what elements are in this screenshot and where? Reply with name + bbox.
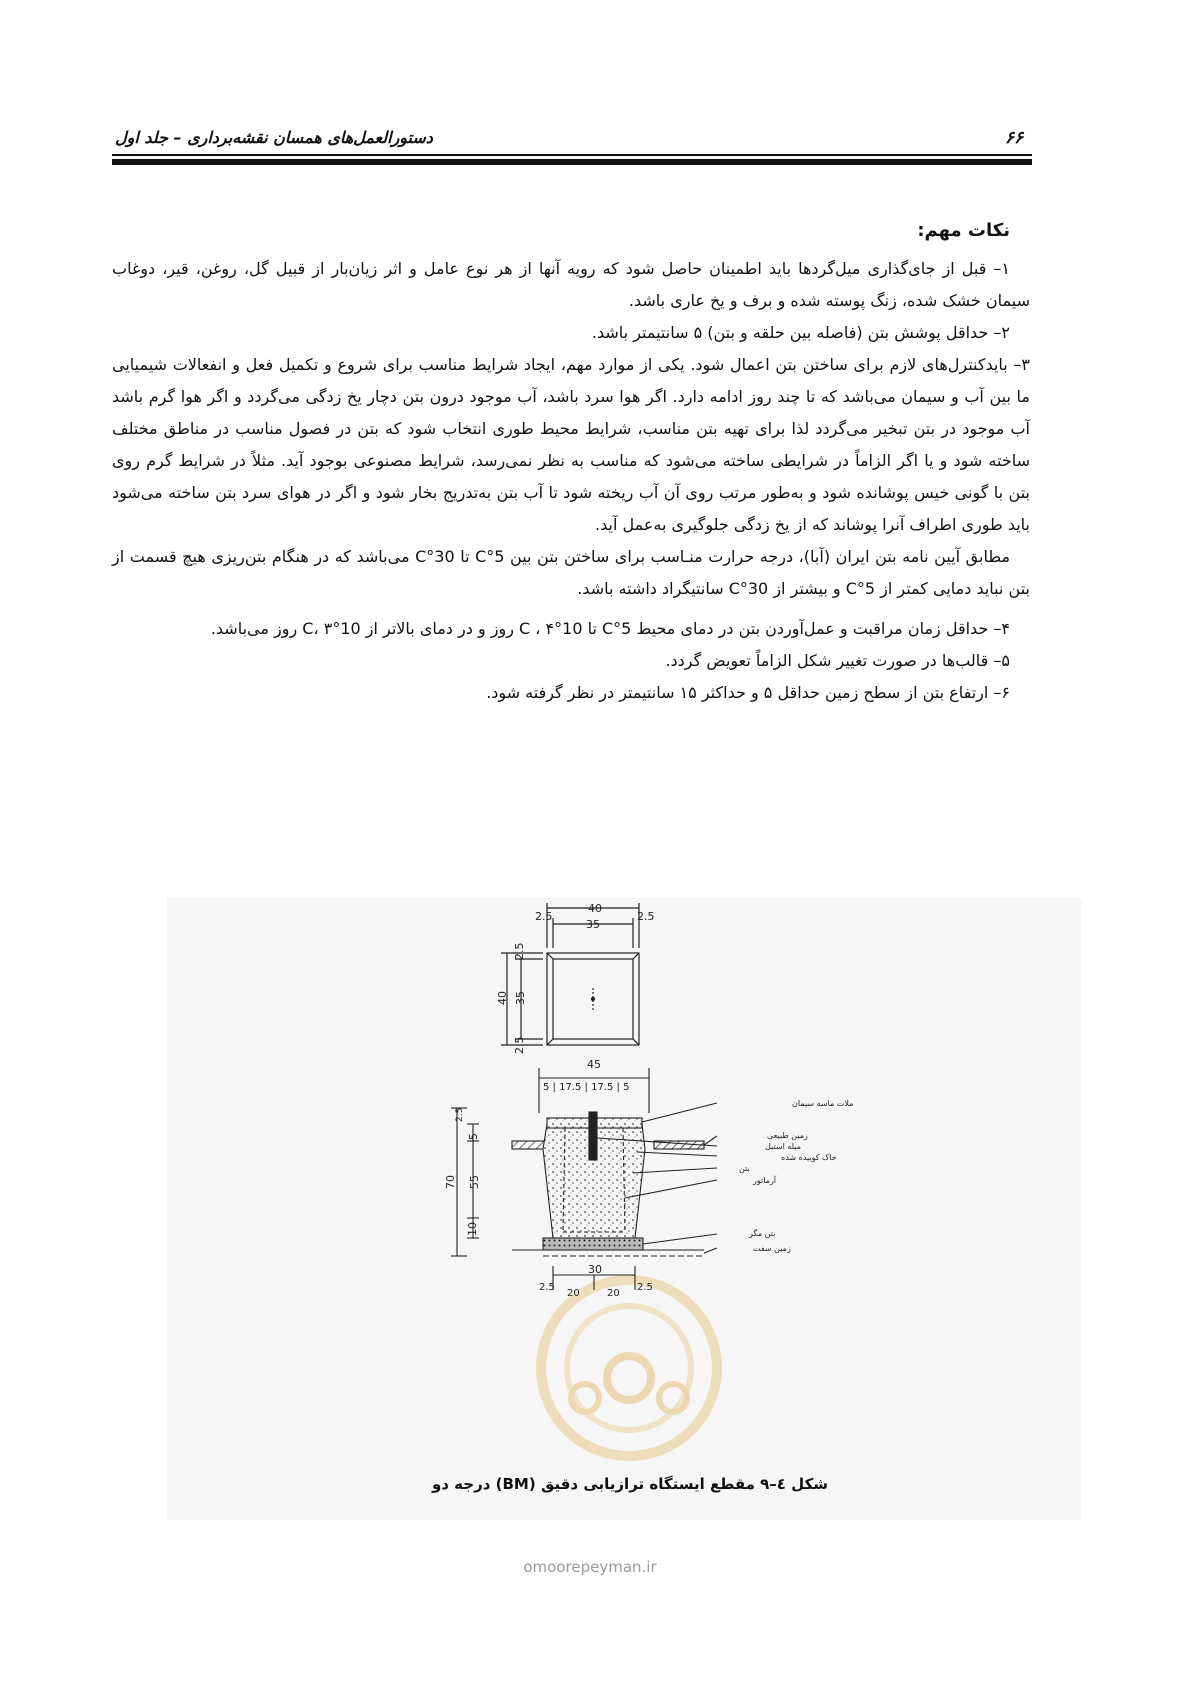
note-1: ۱– قبل از جای‌گذاری میل‌گردها باید اطمینان حاصل شود که رویه آنها از هر نوع عامل و اثر زیان‌بار از قبیل گل، روغن، قیر، دوغاب سیمان خشک شده، زنگ پوسته شده و برف و یخ عاری باشد. — [112, 259, 1030, 310]
dim-side-top: 2.5 — [513, 942, 526, 960]
label-mortar: ملات ماسه سیمان — [792, 1099, 854, 1108]
note-temperature: مطابق آیین نامه بتن ایران (آبا)، درجه حرارت منـاسب برای ساختن بتن بین 5°C تا 30°C می‌باشد که در هنگام بتن‌ریزی هیچ قسمت از بتن نباید دمایی کمتر از 5°C و بیشتر از 30°C سانتیگراد داشته باشد. — [112, 547, 1030, 598]
dim-section-top-overall: 45 — [587, 1058, 601, 1071]
dim-section-height-mid: 55 — [468, 1175, 481, 1189]
note-6: ۶– ارتفاع بتن از سطح زمین حداقل ۵ و حداکثر ۱۵ سانتیمتر در نظر گرفته شود. — [486, 683, 1010, 702]
dim-side-overall: 40 — [496, 991, 509, 1005]
dim-section-bottom-left: 2.5 — [539, 1282, 555, 1293]
label-firm-ground: زمین سفت — [753, 1244, 791, 1253]
header-rule-thick — [112, 159, 1032, 165]
dim-section-height-bottom: 10 — [466, 1222, 479, 1236]
figure-caption: شکل ٤–٩ مقطع ایستگاه ترازیابی دقیق (BM) درجه دو — [431, 1475, 829, 1493]
dim-section-bottom-mid2: 20 — [607, 1288, 620, 1299]
dim-section-bottom-mid1: 20 — [567, 1288, 580, 1299]
watermark-url: omoorepeyman.ir — [523, 1558, 657, 1576]
dim-side-bottom: 2.5 — [513, 1036, 526, 1054]
header-rule-thin — [112, 154, 1032, 156]
label-rebar: آرماتور — [753, 1176, 777, 1185]
watermark-emblem — [541, 1280, 717, 1456]
dim-edge-right: 2.5 — [637, 910, 655, 923]
label-compacted-soil: خاک کوبیده شده — [781, 1153, 837, 1162]
running-header-title: دستورالعمل‌های همسان نقشه‌برداری – جلد اول — [115, 128, 433, 147]
dim-side-inner: 35 — [514, 991, 527, 1005]
note-2: ۲– حداقل پوشش بتن (فاصله بین حلقه و بتن) ۵ سانتیمتر باشد. — [591, 323, 1010, 342]
label-concrete: بتن — [739, 1164, 750, 1173]
page-number: ۶۶ — [1005, 128, 1024, 148]
dim-section-height-top-small: 2.5 — [455, 1107, 465, 1122]
dim-section-top-parts: 5 | 17.5 | 17.5 | 5 — [543, 1082, 630, 1093]
benchmark-section-drawing — [167, 898, 1082, 1520]
body-text — [112, 215, 1030, 709]
section-view — [451, 1068, 717, 1290]
section-heading: نکات مهم: — [917, 220, 1010, 241]
note-5: ۵– قالب‌ها در صورت تغییر شکل الزاماً تعویض گردد. — [665, 651, 1010, 670]
label-lean-concrete: بتن مگر — [749, 1229, 776, 1238]
dim-overall-width: 40 — [588, 902, 602, 915]
dim-section-height-top: 5 — [467, 1133, 480, 1140]
dim-section-bottom-right: 2.5 — [637, 1282, 653, 1293]
top-view — [501, 903, 639, 1045]
dim-edge-left: 2.5 — [535, 910, 553, 923]
dim-section-bottom-overall: 30 — [588, 1263, 602, 1276]
dim-inner-width: 35 — [586, 918, 600, 931]
note-4: ۴– حداقل زمان مراقبت و عمل‌آوردن بتن در دمای محیط 5°C تا 10°C ، ۴ روز و در دمای بالاتر از 10°C، ۳ روز می‌باشد. — [210, 619, 1010, 638]
label-natural-ground: زمین طبیعی — [767, 1131, 808, 1140]
label-steel-rod: میله استیل — [765, 1142, 801, 1151]
dim-section-height-overall: 70 — [444, 1175, 457, 1189]
note-3: ۳– بایدکنترل‌های لازم برای ساختن بتن اعمال شود. یکی از موارد مهم، ایجاد شرایط مناسب برای شروع و تکمیل فعل و انفعالات شیمیایی ما بین آب و سیمان می‌باشد که تا چند روز ادامه دارد. اگر هوا سرد باشد، آب موجود درون بتن دچار یخ زدگی می‌گردد و اگر هوا گرم باشد آب موجود در بتن تبخیر می‌گردد لذا برای تهیه بتن مناسب، شرایط محیط طوری انتخاب شود که بتن در فصول مناسب در مناطق مختلف ساخته شود و یا اگر الزاماً در شرایطی ساخته می‌شود که مناسب به نظر نمی‌رسد، شرایط مصنوعی بوجود آید. مثلاً در شرایط گرم روی بتن با گونی خیس پوشانده شود و به‌طور مرتب روی آن آب ریخته شود تا آب بتن به‌تدریج بخار شود و اگر در هوای سرد بتن ساخته می‌شود باید طوری اطراف آنرا پوشاند که از یخ زدگی جلوگیری به‌عمل آید. — [112, 355, 1030, 534]
